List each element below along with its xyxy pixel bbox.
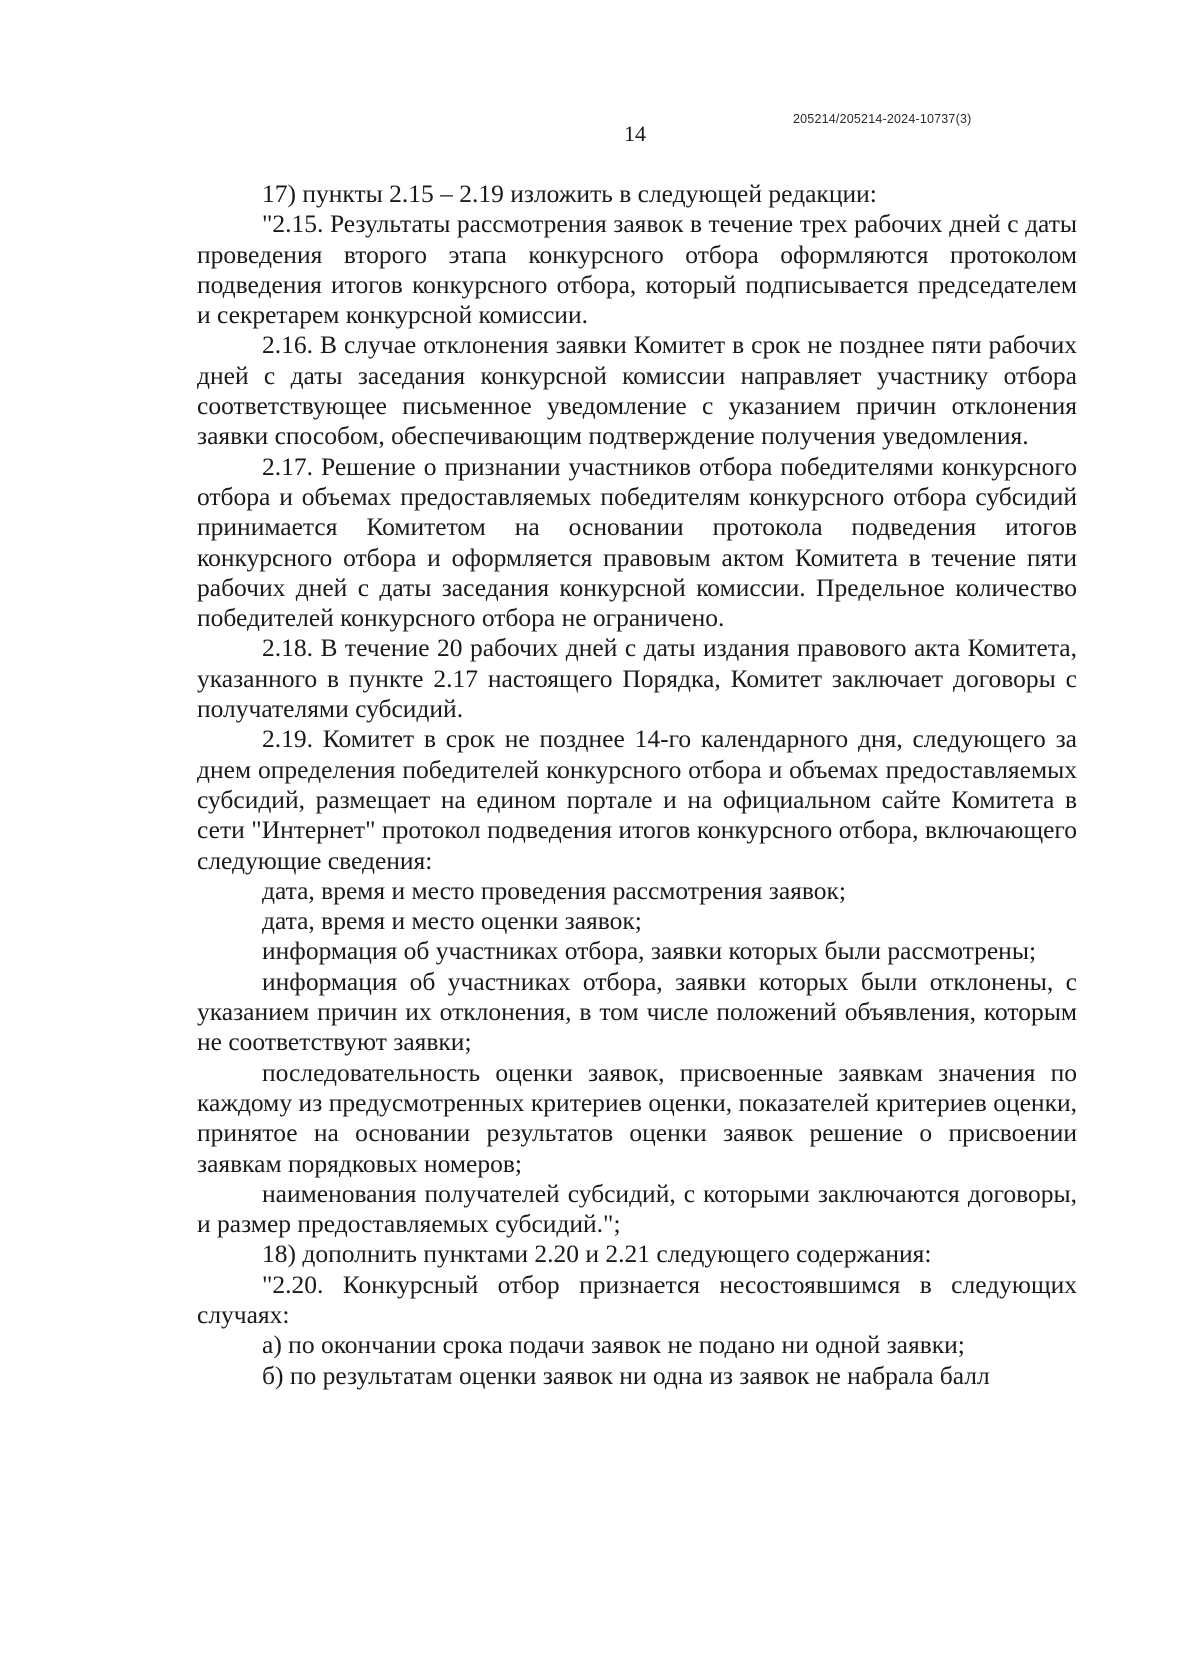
list-item-evaluation-date: дата, время и место оценки заявок; (262, 906, 642, 936)
paragraph-clause-2-20: "2.20. Конкурсный отбор признается несостоявшимся в следующих случаях: (197, 1269, 1077, 1329)
page-number: 14 (624, 121, 646, 146)
list-item-reviewed-participants: информация об участниках отбора, заявки которых были рассмотрены; (262, 936, 1037, 966)
list-item-recipients: наименования получателей субсидий, с которыми заключаются договоры, и размер предоставляемых субсидий."; (197, 1178, 1077, 1239)
paragraph-clause-2-17: 2.17. Решение о признании участников отбора победителями конкурсного отбора и объемах предоставляемых победителям конкурсного отбора субсидий принимается Комитетом на основании протокола подведения итогов конкурсного отбора и оформляется правовым актом Комитета в течение пяти рабочих дней с даты заседания конкурсной комиссии. Предельное количество победителей конкурсного отбора не ограничено. (197, 451, 1077, 633)
paragraph-clause-2-18: 2.18. В течение 20 рабочих дней с даты издания правового акта Комитета, указанного в пункте 2.17 настоящего Порядка, Комитет заключает договоры с получателями субсидий. (197, 633, 1077, 724)
paragraph-clause-2-19: 2.19. Комитет в срок не позднее 14-го календарного дня, следующего за днем определения победителей конкурсного отбора и объемах предоставляемых субсидий, размещает на едином портале и на официальном сайте Комитета в сети "Интернет" протокол подведения итогов конкурсного отбора, включающего следующие сведения: (197, 724, 1077, 875)
list-item-b: б) по результатам оценки заявок ни одна из заявок не набрала балл (262, 1360, 990, 1390)
document-code: 205214/205214-2024-10737(3) (793, 112, 972, 126)
paragraph-item-17: 17) пункты 2.15 – 2.19 изложить в следующей редакции: (262, 179, 877, 208)
list-item-rejected-participants: информация об участниках отбора, заявки которых были отклонены, с указанием причин их отклонения, в том числе положений объявления, которым не соответствуют заявки; (197, 966, 1077, 1057)
paragraph-clause-2-15: "2.15. Результаты рассмотрения заявок в течение трех рабочих дней с даты проведения второго этапа конкурсного отбора оформляются протоколом подведения итогов конкурсного отбора, который подписывается председателем и секретарем конкурсной комиссии. (197, 209, 1077, 330)
document-body (197, 179, 1077, 1391)
list-item-a: а) по окончании срока подачи заявок не подано ни одной заявки; (262, 1330, 965, 1360)
list-item-evaluation-sequence: последовательность оценки заявок, присвоенные заявкам значения по каждому из предусмотренных критериев оценки, показателей критериев оценки, принятое на основании результатов оценки заявок решение о присвоении заявкам порядковых номеров; (197, 1057, 1077, 1178)
paragraph-clause-2-16: 2.16. В случае отклонения заявки Комитет в срок не позднее пяти рабочих дней с даты заседания конкурсной комиссии направляет участнику отбора соответствующее письменное уведомление с указанием причин отклонения заявки способом, обеспечивающим подтверждение получения уведомления. (197, 330, 1077, 451)
paragraph-item-18: 18) дополнить пунктами 2.20 и 2.21 следующего содержания: (262, 1239, 932, 1269)
list-item-review-date: дата, время и место проведения рассмотрения заявок; (262, 875, 846, 905)
